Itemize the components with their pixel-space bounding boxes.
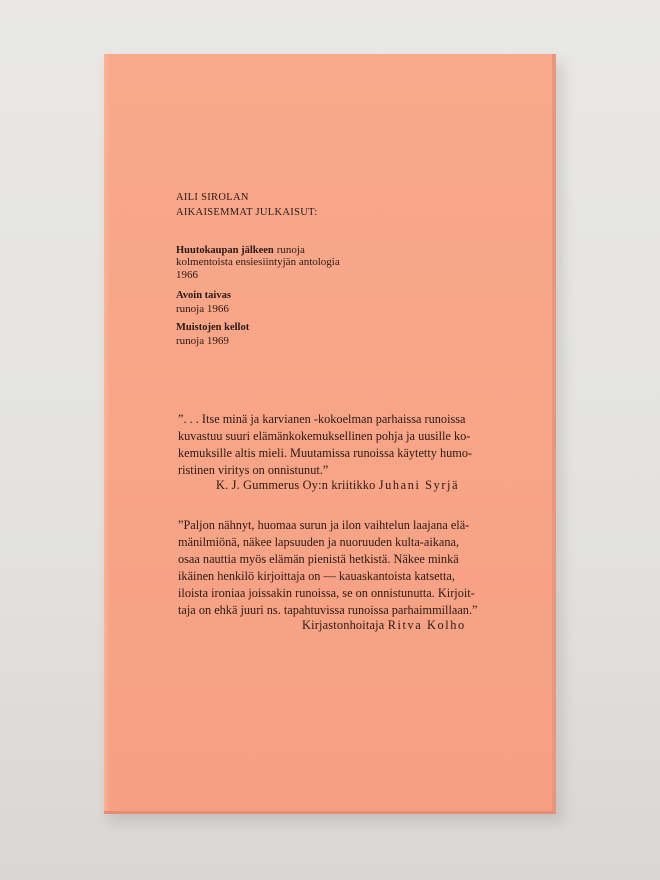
- review-line: ristinen viritys on onnistunut.”: [178, 463, 329, 477]
- review-line: ”Paljon nähnyt, huomaa surun ja ilon vaihtelun laajana elä-: [178, 518, 470, 532]
- review-1-quote: [178, 411, 488, 479]
- publication-3-detail: runoja 1969: [176, 335, 229, 347]
- review-line: kuvastuu suuri elämänkokemuksellinen pohja ja uusille ko-: [178, 429, 471, 443]
- publication-detail: kolmentoista ensiesiintyjän antologia: [176, 256, 340, 268]
- publication-title: Huutokaupan jälkeen: [176, 245, 274, 256]
- attribution-role: K. J. Gummerus Oy:n kriitikko: [216, 478, 376, 492]
- publication-3-title: Muistojen kellot: [176, 322, 250, 333]
- review-line: osaa nauttia myös elämän pienistä hetkistä. Näkee minkä: [178, 552, 459, 566]
- review-2-quote: [178, 517, 490, 619]
- review-line: iloista ironiaa joissakin runoissa, se on onnistunutta. Kirjoit-: [178, 586, 475, 600]
- review-1-attribution: [216, 478, 459, 493]
- attribution-name: Juhani Syrjä: [378, 478, 460, 492]
- publication-genre: runoja: [276, 244, 305, 256]
- publication-2-detail: runoja 1966: [176, 303, 229, 315]
- attribution-name: Ritva Kolho: [387, 618, 466, 632]
- heading-publications: AIKAISEMMAT JULKAISUT:: [176, 207, 318, 218]
- review-line: kemuksille altis mieli. Muutamissa runoissa käytetty humo-: [178, 446, 473, 460]
- publication-2-title: Avoin taivas: [176, 290, 231, 301]
- attribution-role: Kirjastonhoitaja: [302, 618, 385, 632]
- review-line: taja on ehkä juuri ns. tapahtuvissa runoissa parhaimmillaan.”: [178, 603, 478, 617]
- review-2-attribution: [302, 618, 466, 633]
- publication-year: 1966: [176, 269, 198, 281]
- review-line: ”. . . Itse minä ja karvianen -kokoelman parhaissa runoissa: [178, 412, 466, 426]
- review-line: ikäinen henkilö kirjoittaja on — kauaskantoista katsetta,: [178, 569, 455, 583]
- review-line: mänilmiönä, näkee lapsuuden ja nuoruuden kulta-aikana,: [178, 535, 460, 549]
- heading-author: AILI SIROLAN: [176, 192, 249, 203]
- book-back-cover: [104, 54, 556, 814]
